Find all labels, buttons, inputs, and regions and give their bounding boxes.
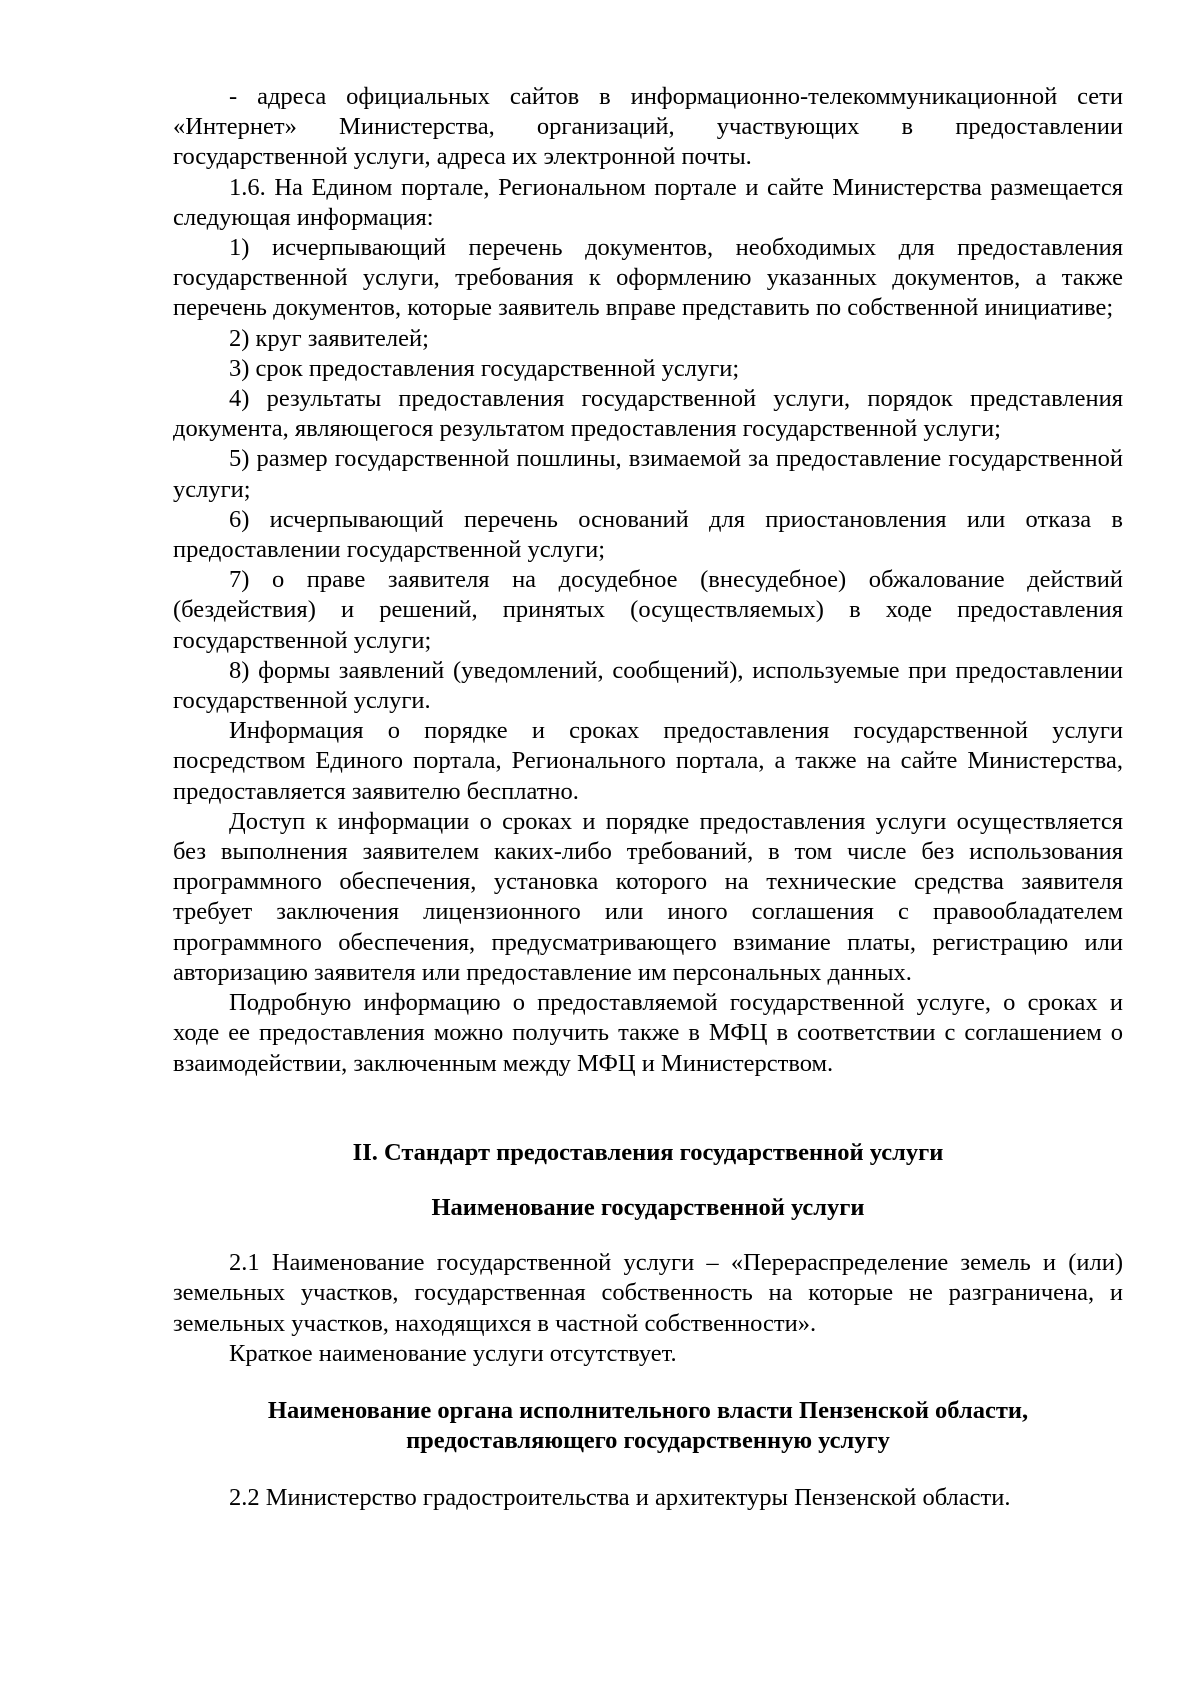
list-item-6: 6) исчерпывающий перечень оснований для приостановления или отказа в предоставлении государственной услуги; — [173, 505, 1123, 564]
paragraph-free-info: Информация о порядке и сроках предоставления государственной услуги посредством Единого портала, Регионального портала, а также на сайте Министерства, предоставляется заявителю бесплатно. — [173, 717, 1123, 805]
paragraph-1-6: 1.6. На Едином портале, Региональном портале и сайте Министерства размещается следующая информация: — [173, 173, 1123, 231]
paragraph-2-1: 2.1 Наименование государственной услуги – «Перераспределение земель и (или) земельных участков, государственная собственность на которые не разграничена, и земельных участков, находящихся в частной собственности». — [173, 1249, 1123, 1337]
heading-organ-line-2: предоставляющего государственную услугу — [406, 1427, 890, 1455]
paragraph-2-2: 2.2 Министерство градостроительства и архитектуры Пензенской области. — [229, 1484, 1011, 1512]
list-item-1: 1) исчерпывающий перечень документов, необходимых для предоставления государственной услуги, требования к оформлению указанных документов, а также перечень документов, которые заявитель вправе представить по собственной инициативе; — [173, 234, 1123, 322]
list-item-2: 2) круг заявителей; — [229, 324, 429, 352]
paragraph-mfc: Подробную информацию о предоставляемой государственной услуге, о сроках и ходе ее предоставления можно получить также в МФЦ в соответствии с соглашением о взаимодействии, заключенным между МФЦ и Министерством. — [173, 989, 1123, 1077]
list-item-3: 3) срок предоставления государственной услуги; — [229, 354, 740, 382]
heading-organ-line-1: Наименование органа исполнительного власти Пензенской области, — [267, 1396, 1029, 1424]
paragraph-access: Доступ к информации о сроках и порядке предоставления услуги осуществляется без выполнения заявителем каких-либо требований, в том числе без использования программного обеспечения, установка которого на технические средства заявителя требует заключения лицензионного или иного соглашения с правообладателем программного обеспечения, предусматривающего взимание платы, регистрацию или авторизацию заявителя или предоставление им персональных данных. — [173, 807, 1123, 986]
list-item-4: 4) результаты предоставления государственной услуги, порядок представления документа, являющегося результатом предоставления государственной услуги; — [173, 385, 1123, 443]
paragraph-websites: - адреса официальных сайтов в информационно-телекоммуникационной сети «Интернет» Министерства, организаций, участвующих в предоставлении государственной услуги, адреса их электронной почты. — [173, 83, 1123, 171]
list-item-7: 7) о праве заявителя на досудебное (внесудебное) обжалование действий (бездействия) и решений, принятых (осуществляемых) в ходе предоставления государственной услуги; — [173, 566, 1123, 654]
heading-organ — [173, 1396, 1123, 1456]
paragraph-short-name: Краткое наименование услуги отсутствует. — [229, 1339, 677, 1367]
heading-service-name: Наименование государственной услуги — [431, 1193, 865, 1221]
document-page — [173, 82, 1123, 1514]
list-item-5: 5) размер государственной пошлины, взимаемой за предоставление государственной услуги; — [173, 445, 1123, 503]
section-title: II. Стандарт предоставления государственной услуги — [352, 1138, 944, 1166]
list-item-8: 8) формы заявлений (уведомлений, сообщений), используемые при предоставлении государственной услуги. — [173, 656, 1123, 715]
